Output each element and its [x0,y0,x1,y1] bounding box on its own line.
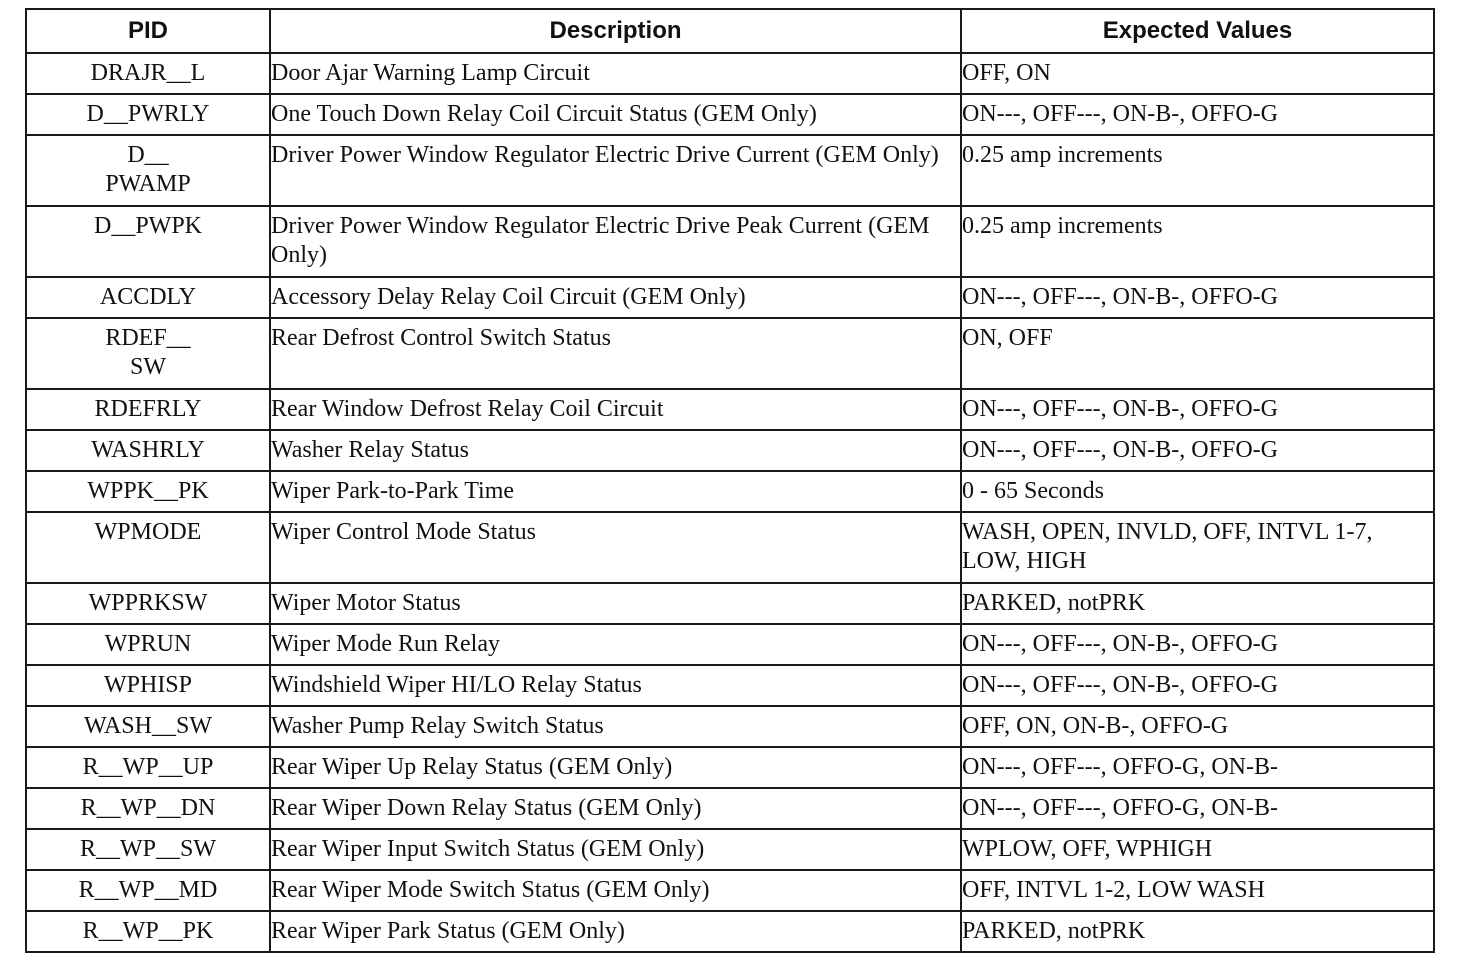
expected-values-cell: 0.25 amp increments [961,206,1434,277]
description-cell: Rear Wiper Down Relay Status (GEM Only) [270,788,961,829]
pid-table [25,8,1435,953]
table-row [26,706,1434,747]
expected-values-cell: WASH, OPEN, INVLD, OFF, INTVL 1-7, LOW, HIGH [961,512,1434,583]
pid-cell: WPPK__PK [26,471,270,512]
expected-values-cell: PARKED, notPRK [961,911,1434,952]
expected-values-cell: ON, OFF [961,318,1434,389]
pid-cell: D__PWPK [26,206,270,277]
pid-cell: WPRUN [26,624,270,665]
pid-cell: ACCDLY [26,277,270,318]
table-row [26,624,1434,665]
description-cell: One Touch Down Relay Coil Circuit Status (GEM Only) [270,94,961,135]
header-expected-values: Expected Values [961,9,1434,53]
description-cell: Windshield Wiper HI/LO Relay Status [270,665,961,706]
table-row [26,512,1434,583]
table-row [26,53,1434,94]
header-pid: PID [26,9,270,53]
pid-cell: RDEF__ SW [26,318,270,389]
pid-cell: WPHISP [26,665,270,706]
expected-values-cell: OFF, ON [961,53,1434,94]
description-cell: Wiper Mode Run Relay [270,624,961,665]
description-cell: Rear Wiper Up Relay Status (GEM Only) [270,747,961,788]
pid-cell: WASH__SW [26,706,270,747]
pid-cell: R__WP__MD [26,870,270,911]
expected-values-cell: ON---, OFF---, ON-B-, OFFO-G [961,665,1434,706]
pid-cell: WPPRKSW [26,583,270,624]
table-row [26,583,1434,624]
description-cell: Washer Pump Relay Switch Status [270,706,961,747]
table-row [26,870,1434,911]
table-row [26,94,1434,135]
description-cell: Washer Relay Status [270,430,961,471]
description-cell: Rear Wiper Park Status (GEM Only) [270,911,961,952]
table-row [26,747,1434,788]
description-cell: Driver Power Window Regulator Electric Drive Current (GEM Only) [270,135,961,206]
table-row [26,389,1434,430]
expected-values-cell: ON---, OFF---, OFFO-G, ON-B- [961,788,1434,829]
description-cell: Accessory Delay Relay Coil Circuit (GEM Only) [270,277,961,318]
expected-values-cell: ON---, OFF---, OFFO-G, ON-B- [961,747,1434,788]
description-cell: Wiper Control Mode Status [270,512,961,583]
pid-cell: D__PWRLY [26,94,270,135]
description-cell: Rear Defrost Control Switch Status [270,318,961,389]
table-row [26,829,1434,870]
table-row [26,318,1434,389]
pid-cell: R__WP__DN [26,788,270,829]
table-row [26,788,1434,829]
description-cell: Rear Wiper Input Switch Status (GEM Only) [270,829,961,870]
pid-cell: R__WP__UP [26,747,270,788]
table-row [26,911,1434,952]
description-cell: Wiper Park-to-Park Time [270,471,961,512]
pid-cell: R__WP__SW [26,829,270,870]
expected-values-cell: OFF, INTVL 1-2, LOW WASH [961,870,1434,911]
table-row [26,206,1434,277]
table-row [26,430,1434,471]
pid-cell: WASHRLY [26,430,270,471]
description-cell: Rear Wiper Mode Switch Status (GEM Only) [270,870,961,911]
pid-cell: R__WP__PK [26,911,270,952]
expected-values-cell: OFF, ON, ON-B-, OFFO-G [961,706,1434,747]
description-cell: Rear Window Defrost Relay Coil Circuit [270,389,961,430]
expected-values-cell: 0.25 amp increments [961,135,1434,206]
pid-cell: D__ PWAMP [26,135,270,206]
table-row [26,135,1434,206]
header-description: Description [270,9,961,53]
table-row [26,471,1434,512]
expected-values-cell: PARKED, notPRK [961,583,1434,624]
description-cell: Driver Power Window Regulator Electric Drive Peak Current (GEM Only) [270,206,961,277]
table-row [26,277,1434,318]
expected-values-cell: ON---, OFF---, ON-B-, OFFO-G [961,277,1434,318]
description-cell: Wiper Motor Status [270,583,961,624]
table-row [26,665,1434,706]
expected-values-cell: ON---, OFF---, ON-B-, OFFO-G [961,389,1434,430]
expected-values-cell: WPLOW, OFF, WPHIGH [961,829,1434,870]
expected-values-cell: 0 - 65 Seconds [961,471,1434,512]
pid-cell: WPMODE [26,512,270,583]
expected-values-cell: ON---, OFF---, ON-B-, OFFO-G [961,94,1434,135]
expected-values-cell: ON---, OFF---, ON-B-, OFFO-G [961,624,1434,665]
pid-cell: DRAJR__L [26,53,270,94]
expected-values-cell: ON---, OFF---, ON-B-, OFFO-G [961,430,1434,471]
description-cell: Door Ajar Warning Lamp Circuit [270,53,961,94]
header-row [26,9,1434,53]
pid-cell: RDEFRLY [26,389,270,430]
